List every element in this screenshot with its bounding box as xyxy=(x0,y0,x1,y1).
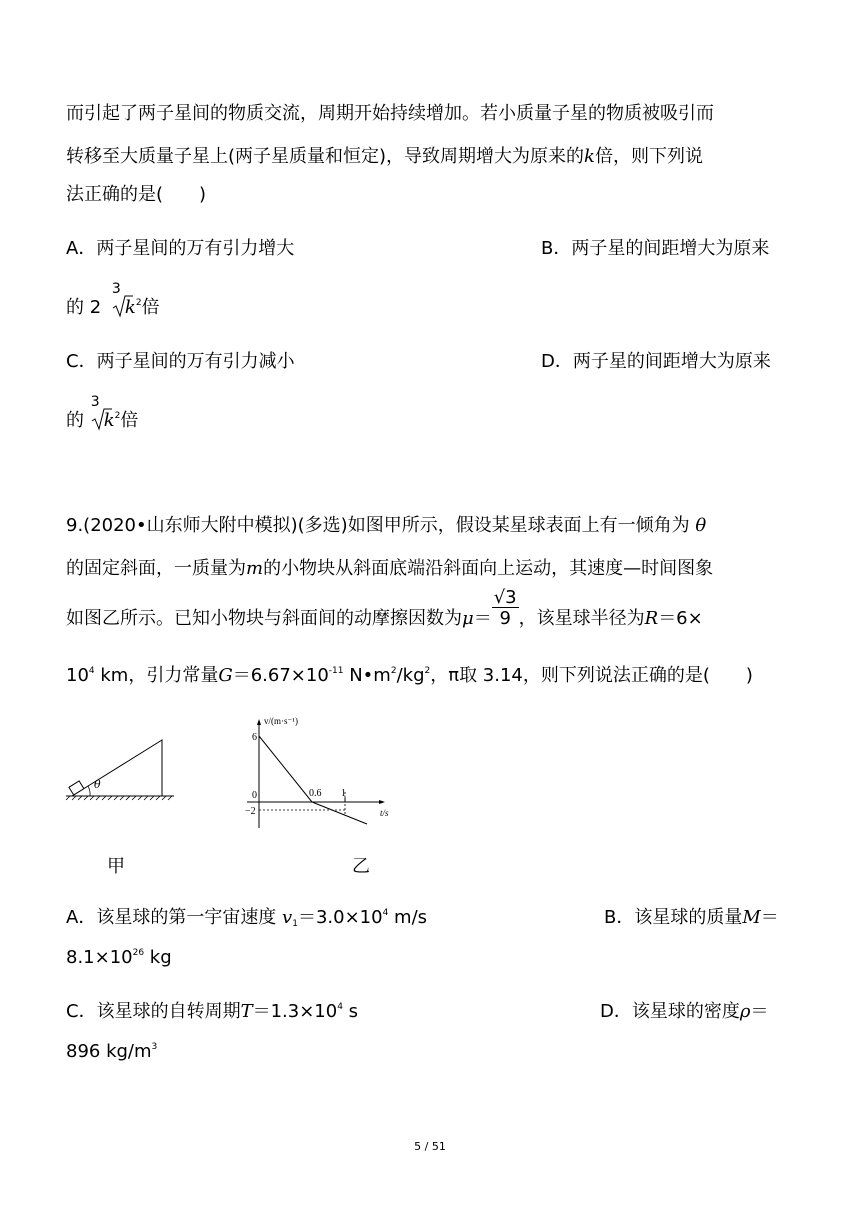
q8-option-a: A．两子星间的万有引力增大 xyxy=(66,238,295,259)
figure-vt-graph xyxy=(242,716,392,836)
q8-d-radical xyxy=(90,394,121,433)
var-T: T xyxy=(240,1001,253,1022)
vt-segment-down xyxy=(312,802,367,824)
q8-d-exp: 2 xyxy=(114,411,121,421)
fig-a-theta-label: θ xyxy=(94,778,101,791)
q9-b-pre: B．该星球的质量 xyxy=(604,907,743,928)
q9-l2b: 的小物块从斜面底端沿斜面向上运动，其速度—时间图象 xyxy=(263,558,714,579)
figure-incline xyxy=(66,740,178,800)
q9-l4c: ＝6.67×10 xyxy=(232,665,329,686)
q9-l4e-sup: 2 xyxy=(424,666,431,676)
q9-l2a: 的固定斜面，一质量为 xyxy=(66,558,246,579)
q9-c-unit: s xyxy=(342,1001,359,1022)
q8-b-pre: 的 2 xyxy=(66,297,102,318)
q9-option-a xyxy=(66,906,427,930)
var-k: k xyxy=(584,146,595,167)
vt-segment-up xyxy=(259,736,312,802)
vt-tick-6: 6 xyxy=(252,732,257,743)
q9-b-eq: ＝ xyxy=(760,907,779,928)
q9-l4d-sup: 2 xyxy=(390,666,397,676)
q9-b-val: 8.1×10 xyxy=(66,947,133,968)
q8-option-d-cont xyxy=(66,394,139,433)
var-M: M xyxy=(742,907,761,928)
q9-a-sup: 4 xyxy=(382,908,389,918)
q8-option-b: B．两子星的间距增大为原来 xyxy=(541,238,770,259)
radical-sign-icon xyxy=(111,294,133,318)
var-theta: θ xyxy=(695,515,707,536)
fig-b-caption: 乙 xyxy=(352,856,370,877)
vt-tick-m2: −2 xyxy=(245,806,256,817)
intro-line-3: 法正确的是( ) xyxy=(66,184,207,205)
q9-l4d: N•m xyxy=(343,665,391,686)
q9-a-pre: A．该星球的第一宇宙速度 xyxy=(66,907,277,928)
q8-b-post: 倍 xyxy=(141,297,160,318)
q9-eq: ＝ xyxy=(473,608,492,629)
q9-d-sup: 3 xyxy=(151,1042,158,1052)
q9-a-val: ＝3.0×10 xyxy=(297,907,383,928)
q9-l3b: ，该星球半径为 xyxy=(518,608,645,629)
q9-c-pre: C．该星球的自转周期 xyxy=(66,1001,241,1022)
q8-option-b-cont xyxy=(66,281,160,320)
q9-l3c: ＝6× xyxy=(658,608,703,629)
q9-option-b-cont xyxy=(66,946,172,970)
q8-option-c: C．两子星间的万有引力减小 xyxy=(66,351,295,372)
intro-line-1: 而引起了两子星间的物质交流，周期开始持续增加。若小质量子星的物质被吸引而 xyxy=(66,103,714,124)
var-m: m xyxy=(246,558,264,579)
q8-option-d: D．两子星的间距增大为原来 xyxy=(541,351,771,372)
vt-tick-0.6: 0.6 xyxy=(309,788,322,799)
q8-b-exp: 2 xyxy=(135,298,142,308)
q9-l4f: ，π取 3.14，则下列说法正确的是( ) xyxy=(430,665,753,686)
fig-a-caption: 甲 xyxy=(107,856,125,877)
var-v: v xyxy=(282,907,293,928)
var-R: R xyxy=(644,608,659,629)
mu-numerator: √3 xyxy=(493,586,517,608)
q9-b-unit: kg xyxy=(144,947,172,968)
q8-d-pre: 的 xyxy=(66,410,84,431)
q8-d-post: 倍 xyxy=(120,410,139,431)
q8-d-root-index: 3 xyxy=(90,394,100,410)
q9-l1-text: 9.(2020•山东师大附中模拟)(多选)如图甲所示，假设某星球表面上有一倾角为 xyxy=(66,515,690,536)
q9-l4e: /kg xyxy=(396,665,425,686)
q9-d-eq: ＝ xyxy=(750,1001,769,1022)
q9-d-pre: D．该星球的密度 xyxy=(600,1001,740,1022)
q9-l4a-sup: 4 xyxy=(88,666,95,676)
q8-b-radicand: k xyxy=(124,297,136,318)
q9-line-3 xyxy=(66,586,703,631)
q8-b-radical xyxy=(111,281,142,320)
q9-line-1 xyxy=(66,514,706,538)
vt-xlabel: t/s xyxy=(380,808,389,818)
q9-l3a: 如图乙所示。已知小物块与斜面间的动摩擦因数为 xyxy=(66,608,462,629)
radical-sign-icon xyxy=(90,407,112,431)
q9-c-sup: 4 xyxy=(337,1002,343,1012)
q8-d-radicand: k xyxy=(103,410,115,431)
q9-line-2 xyxy=(66,557,713,581)
var-rho: ρ xyxy=(739,1001,751,1022)
var-G: G xyxy=(218,665,233,686)
block-icon xyxy=(69,781,84,795)
q9-option-b xyxy=(604,906,779,930)
vt-tick-1: 1 xyxy=(341,788,346,799)
q9-l4c-sup: -11 xyxy=(328,666,344,676)
intro-line-2-text: 转移至大质量子星上(两子星质量和恒定)，导致周期增大为原来的 xyxy=(66,146,585,167)
intro-line-2 xyxy=(66,145,703,169)
q9-l4a: 10 xyxy=(66,665,89,686)
mu-fraction xyxy=(492,586,519,629)
mu-denominator: 9 xyxy=(499,607,511,629)
q8-b-root-index: 3 xyxy=(111,281,121,297)
q9-d-val: 896 kg/m xyxy=(66,1041,152,1062)
vt-ylabel: v/(m·s⁻¹) xyxy=(264,716,298,726)
q9-a-sub: 1 xyxy=(292,919,298,929)
vt-tick-0: 0 xyxy=(252,790,257,801)
page-number: 5 / 51 xyxy=(414,1140,446,1153)
q9-line-4 xyxy=(66,664,753,688)
q9-option-d xyxy=(600,1000,768,1024)
q9-option-d-cont xyxy=(66,1040,157,1064)
q9-b-sup: 26 xyxy=(132,948,145,958)
intro-line-2-end: 倍，则下列说 xyxy=(594,146,703,167)
q9-a-unit: m/s xyxy=(388,907,428,928)
q9-l4b: km，引力常量 xyxy=(94,665,219,686)
q9-option-c xyxy=(66,1000,358,1024)
var-mu: μ xyxy=(462,608,474,629)
q9-c-val: ＝1.3×10 xyxy=(252,1001,338,1022)
